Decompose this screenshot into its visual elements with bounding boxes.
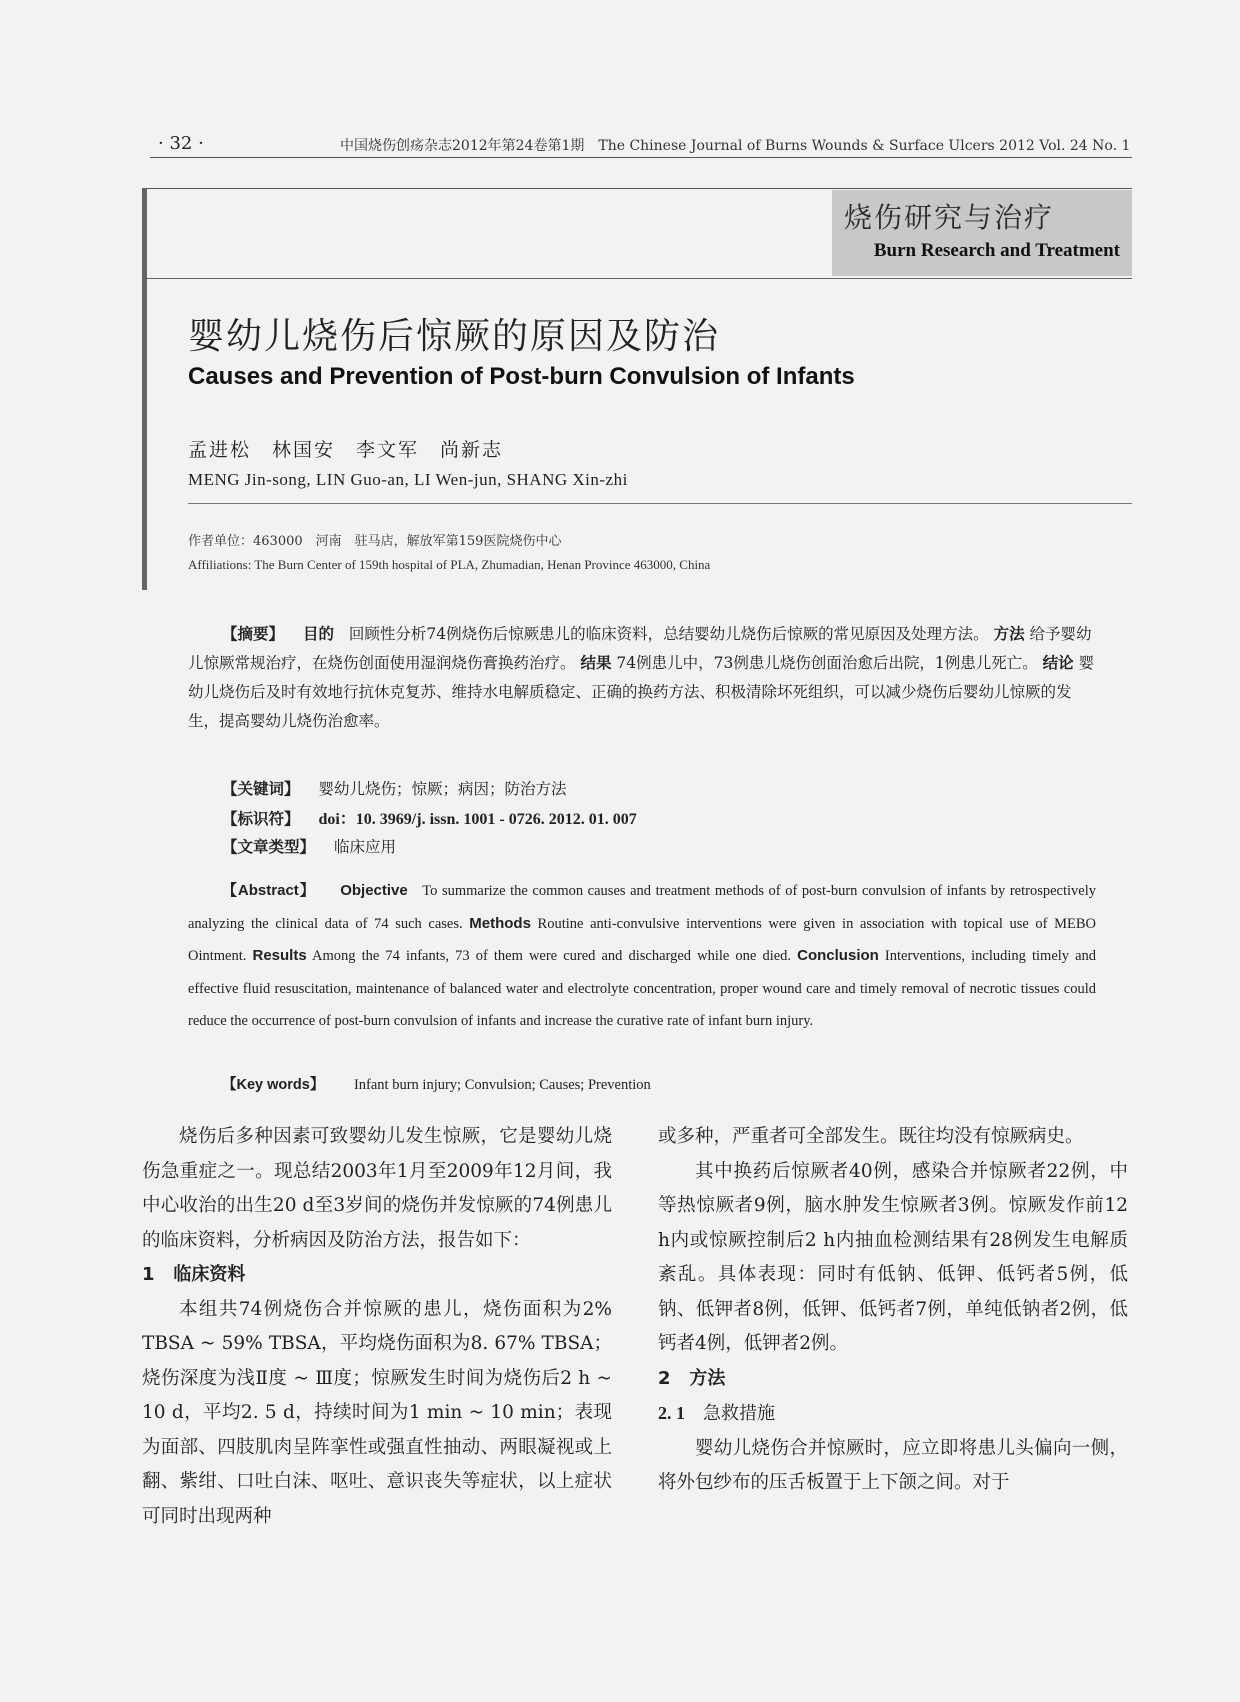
keywords-label-zh: 【关键词】 xyxy=(222,780,300,798)
abstract-en-label: 【Abstract】 xyxy=(222,882,316,899)
heading-1-number: 1 xyxy=(142,1264,155,1285)
heading-1-title: 临床资料 xyxy=(173,1264,246,1285)
page-number: · 32 · xyxy=(158,133,204,154)
doi-line xyxy=(222,806,637,829)
clinical-data-continued: 或多种，严重者可全部发生。既往均没有惊厥病史。 xyxy=(658,1126,1084,1147)
doi-value: doi：10. 3969/j. issn. 1001 - 0726. 2012. 01. 007 xyxy=(318,811,637,828)
heading-clinical-data xyxy=(142,1258,612,1293)
cases-paragraph: 其中换药后惊厥者40例，感染合并惊厥者22例，中等热惊厥者9例，脑水肿发生惊厥者3例。惊厥发作前12 h内或惊厥控制后2 h内抽血检测结果有28例发生电解质紊乱。具体表现：同时有低钠、低钾、低钙者5例，低钠、低钾者8例，低钾、低钙者7例，单纯低钠者2例，低钙者4例，低钾者2例。 xyxy=(658,1160,1128,1354)
methods-text-zh: 给予婴幼儿惊厥常规治疗，在烧伤创面使用湿润烧伤膏换药治疗。 xyxy=(188,625,1092,672)
results-label-zh: 结果 xyxy=(580,654,612,672)
results-label-en: Results xyxy=(252,947,307,964)
article-title-zh: 婴幼儿烧伤后惊厥的原因及防治 xyxy=(188,316,721,357)
header-rule xyxy=(150,157,1132,158)
abstract-zh-label: 【摘要】 xyxy=(222,625,285,643)
section-rule xyxy=(147,278,1132,279)
objective-text-en: To summarize the common causes and treatment methods of of post-burn convulsion of infants by retrospectively analyzing the clinical data of 74 such cases. xyxy=(188,883,1097,932)
article-title-en: Causes and Prevention of Post-burn Convulsion of Infants xyxy=(188,363,855,390)
heading-methods xyxy=(658,1362,1128,1397)
heading-2-title: 方法 xyxy=(689,1367,726,1389)
clinical-data-paragraph: 本组共74例烧伤合并惊厥的患儿，烧伤面积为2% TBSA ~ 59% TBSA，平均烧伤面积为8. 67% TBSA；烧伤深度为浅Ⅱ度 ~ Ⅲ度；惊厥发生时间为烧伤后2 h ~ 10 d，平均2. 5 d，持续时间为1 min ~ 10 min；表现为面部、四肢肌肉呈阵挛性或强直性抽动、两眼凝视或上翻、紫绀、口吐白沫、呕吐、意识丧失等症状，以上症状可同时出现两种 xyxy=(142,1298,612,1527)
keywords-en-line xyxy=(222,1073,651,1094)
abstract-en xyxy=(188,875,1096,1038)
heading-emergency-measures xyxy=(658,1396,1128,1432)
journal-header: 中国烧伤创疡杂志2012年第24卷第1期 The Chinese Journal of Burns Wounds & Surface Ulcers 2012 Vol. 24 No. 1 xyxy=(340,138,1131,154)
section-title-zh: 烧伤研究与治疗 xyxy=(844,201,1055,234)
article-type-line xyxy=(222,835,396,857)
affiliation-zh: 作者单位：463000 河南 驻马店，解放军第159医院烧伤中心 xyxy=(188,534,562,549)
keywords-label-en: 【Key words】 xyxy=(222,1077,325,1093)
conclusion-text-en: Interventions, including timely and effective fluid resuscitation, maintenance of balanced water and electrolyte concentration, proper wound care and timely removal of necrotic tissues could reduce the occurrence of post-burn convulsion of infants and increase the curative rate of infant burn injury. xyxy=(188,948,1097,1029)
objective-label-en: Objective xyxy=(340,882,408,899)
keywords-zh: 婴幼儿烧伤；惊厥；病因；防治方法 xyxy=(318,780,567,798)
intro-paragraph: 烧伤后多种因素可致婴幼儿发生惊厥，它是婴幼儿烧伤急重症之一。现总结2003年1月至2009年12月间，我中心收治的出生20 d至3岁间的烧伤并发惊厥的74例患儿的临床资料，分析病因及防治方法，报告如下： xyxy=(142,1126,612,1251)
methods-label-en: Methods xyxy=(469,914,531,932)
heading-2-1-title: 急救措施 xyxy=(703,1403,775,1424)
section-label-box xyxy=(832,190,1132,276)
doi-label: 【标识符】 xyxy=(222,810,300,828)
title-block-top-rule xyxy=(147,188,1132,189)
results-text-zh: 74例患儿中，73例患儿烧伤创面治愈后出院，1例患儿死亡。 xyxy=(616,654,1038,672)
authors-zh: 孟进松 林国安 李文军 尚新志 xyxy=(188,439,504,461)
body-left-column xyxy=(142,1120,612,1534)
methods-label-zh: 方法 xyxy=(993,625,1025,643)
abstract-zh xyxy=(188,620,1096,736)
methods-text-en: Routine anti-convulsive interventions were given in association with topical use of MEBO Ointment. xyxy=(188,915,1097,964)
conclusion-label-zh: 结论 xyxy=(1042,654,1074,672)
heading-2-number: 2 xyxy=(658,1367,671,1389)
emergency-paragraph: 婴幼儿烧伤合并惊厥时，应立即将患儿头偏向一侧，将外包纱布的压舌板置于上下颌之间。对于 xyxy=(658,1437,1128,1493)
conclusion-text-zh: 婴幼儿烧伤后及时有效地行抗休克复苏、维持水电解质稳定、正确的换药方法、积极清除坏死组织，可以减少烧伤后婴幼儿惊厥的发生，提高婴幼儿烧伤治愈率。 xyxy=(188,654,1095,730)
body-right-column xyxy=(658,1120,1128,1501)
conclusion-label-en: Conclusion xyxy=(797,947,879,964)
objective-label-zh: 目的 xyxy=(302,625,334,643)
keywords-zh-line xyxy=(222,777,566,799)
objective-text-zh: 回顾性分析74例烧伤后惊厥患儿的临床资料，总结婴幼儿烧伤后惊厥的常见原因及处理方法。 xyxy=(348,625,989,643)
affiliation-rule xyxy=(188,503,1132,504)
affiliation-en: Affiliations: The Burn Center of 159th hospital of PLA, Zhumadian, Henan Province 463000, China xyxy=(188,557,711,572)
keywords-en: Infant burn injury; Convulsion; Causes; Prevention xyxy=(353,1077,651,1093)
heading-2-1-number: 2. 1 xyxy=(658,1403,685,1423)
authors-en: MENG Jin-song, LIN Guo-an, LI Wen-jun, SHANG Xin-zhi xyxy=(188,470,628,489)
article-type-value: 临床应用 xyxy=(333,838,396,856)
results-text-en: Among the 74 infants, 73 of them were cured and discharged while one died. xyxy=(311,948,792,964)
article-type-label: 【文章类型】 xyxy=(222,838,316,856)
title-block-sidebar xyxy=(142,188,147,590)
section-title-en: Burn Research and Treatment xyxy=(873,240,1120,261)
